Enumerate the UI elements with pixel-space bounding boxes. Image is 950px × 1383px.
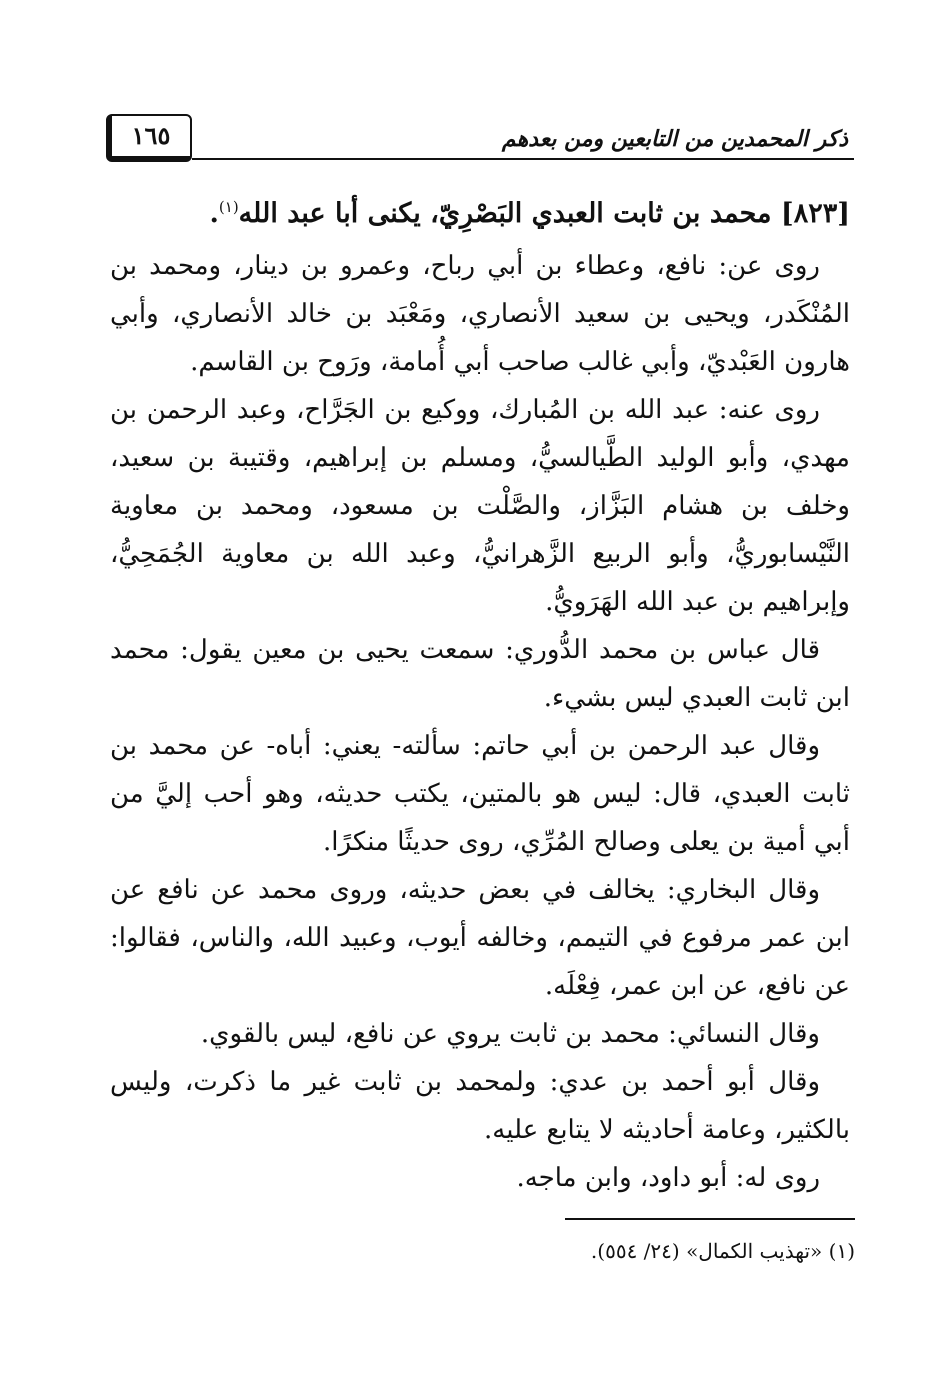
entry-heading <box>110 190 850 238</box>
paragraph-nasai: وقال النسائي: محمد بن ثابت يروي عن نافع، ليس بالقوي. <box>200 1019 820 1049</box>
page-number: ١٦٥ <box>106 114 192 162</box>
entry-heading-text: [٨٢٣] محمد بن ثابت العبدي البَصْرِيّ، يكنى أبا عبد الله <box>238 198 850 229</box>
header-rule <box>192 158 854 160</box>
paragraph-duri: قال عباس بن محمد الدُّوري: سمعت يحيى بن معين يقول: محمد ابن ثابت العبدي ليس بشيء. <box>110 635 850 713</box>
entry-heading-end: . <box>209 198 219 229</box>
footnote: (١) «تهذيب الكمال» (٢٤/ ٥٥٤). <box>590 1239 855 1263</box>
footnote-reference: (١) <box>218 198 239 216</box>
footnote-rule <box>565 1218 855 1220</box>
paragraph-narrated-from: روى عن: نافع، وعطاء بن أبي رباح، وعمرو بن دينار، ومحمد بن المُنْكَدر، ويحيى بن سعيد الأنصاري، ومَعْبَد بن خالد الأنصاري، وأبي هارون العَبْديّ، وأبي غالب صاحب أبي أُمامة، ورَوح بن القاسم. <box>110 251 850 377</box>
paragraph-bukhari: وقال البخاري: يخالف في بعض حديثه، وروى محمد عن نافع عن ابن عمر مرفوع في التيمم، وخالفه أيوب، وعبيد الله، والناس، فقالوا: عن نافع، عن ابن عمر، فِعْلَه. <box>110 875 850 1001</box>
paragraph-narrated-by: روى عنه: عبد الله بن المُبارك، ووكيع بن الجَرَّاح، وعبد الرحمن بن مهدي، وأبو الوليد الطَّيالسيُّ، ومسلم بن إبراهيم، وقتيبة بن سعيد، وخلف بن هشام البَزَّاز، والصَّلْت بن مسعود، ومحمد بن معاوية النَّيْسابوريُّ، وأبو الربيع الزَّهرانيُّ، وعبد الله بن معاوية الجُمَحِيُّ، وإبراهيم بن عبد الله الهَرَويُّ. <box>110 395 850 617</box>
running-header-title: ذكر المحمدين من التابعين ومن بعدهم <box>501 126 848 152</box>
paragraph-ibn-adi: وقال أبو أحمد بن عدي: ولمحمد بن ثابت غير ما ذكرت، وليس بالكثير، وعامة أحاديثه لا يتابع عليه. <box>110 1067 850 1145</box>
running-header <box>102 112 854 166</box>
main-text <box>110 190 850 1202</box>
paragraph-narrated-for: روى له: أبو داود، وابن ماجه. <box>516 1163 820 1193</box>
paragraph-ibn-abi-hatim: وقال عبد الرحمن بن أبي حاتم: سألته- يعني: أباه- عن محمد بن ثابت العبدي، قال: ليس هو بالمتين، يكتب حديثه، وهو أحب إليَّ من أبي أمية بن يعلى وصالح المُرِّي، روى حديثًا منكرًا. <box>110 731 850 857</box>
